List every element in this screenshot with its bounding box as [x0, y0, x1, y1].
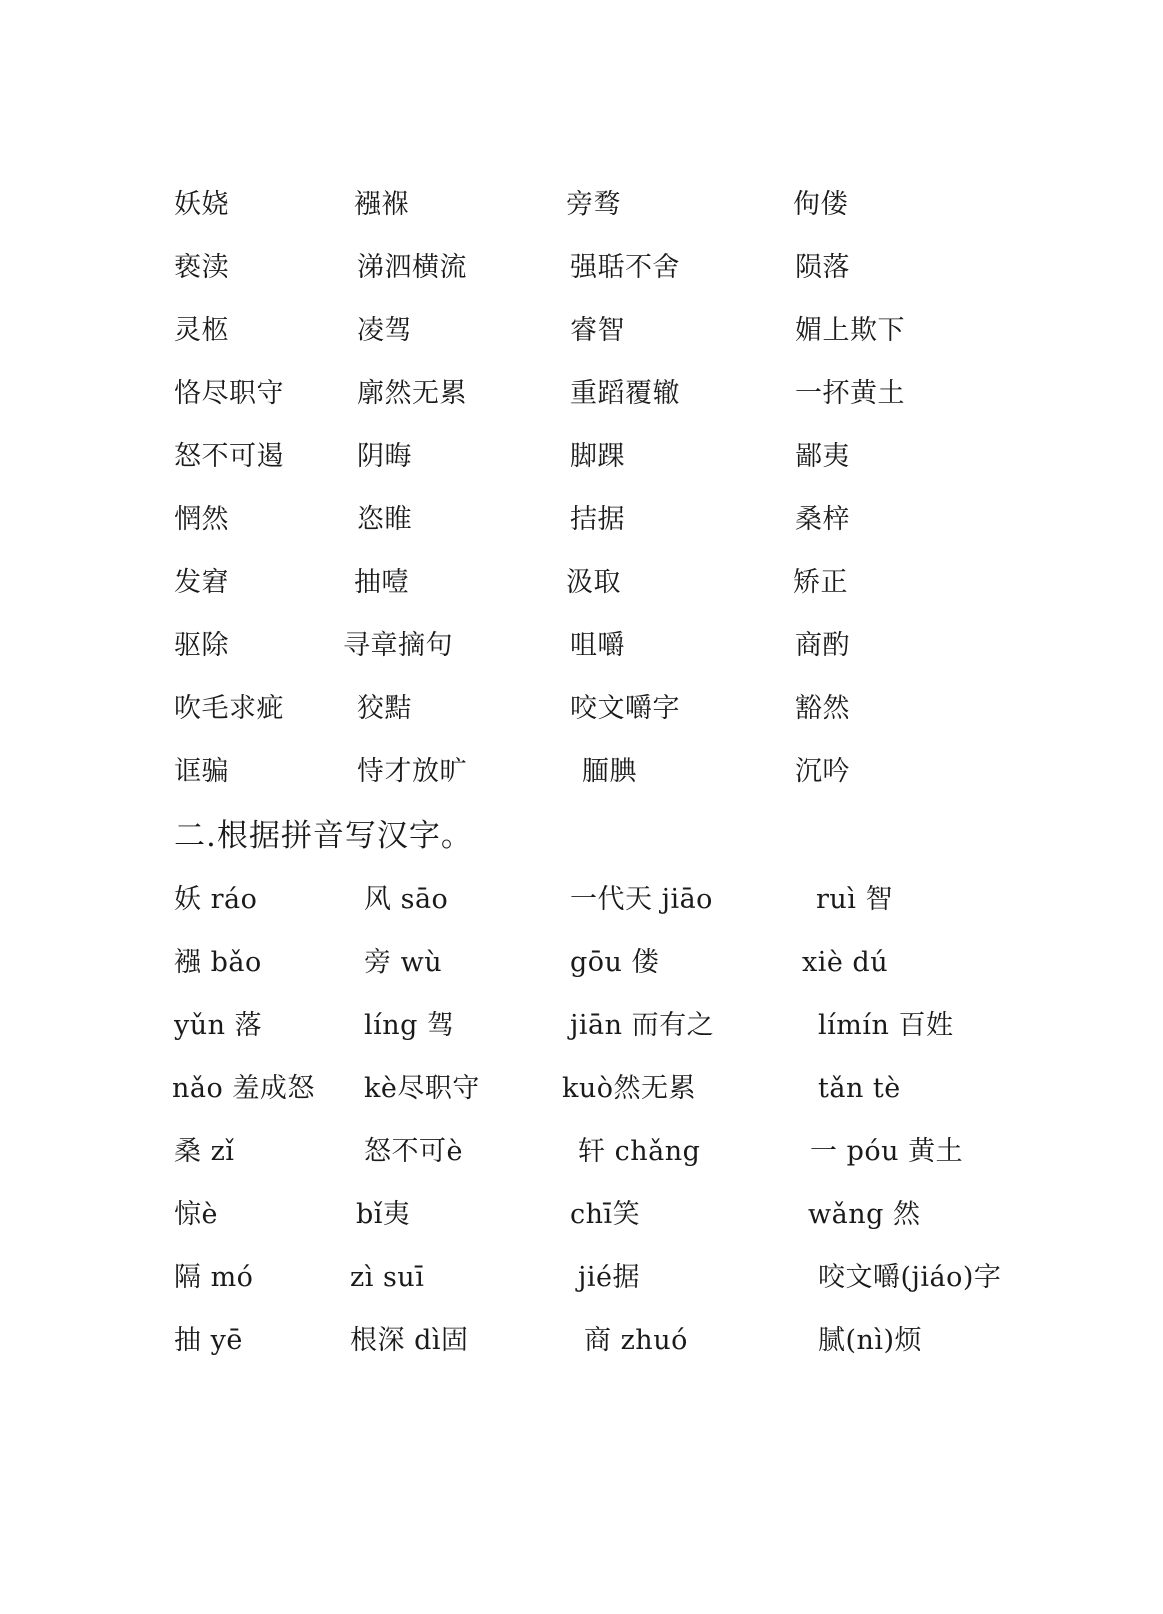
exercise-cell: 轩 chǎng	[578, 1136, 701, 1167]
word-cell: 寻章摘句	[343, 630, 453, 661]
exercise-cell: 一代天 jiāo	[570, 884, 713, 915]
word-cell: 鄙夷	[795, 441, 850, 472]
list-item	[0, 689, 1163, 752]
list-item	[0, 943, 1163, 1006]
exercise-cell: xiè dú	[802, 947, 889, 978]
exercise-cell: jié据	[578, 1262, 640, 1293]
word-cell: 驱除	[174, 630, 229, 661]
list-item	[0, 248, 1163, 311]
exercise-cell: 商 zhuó	[584, 1325, 688, 1356]
section-heading: 二.根据拼音写汉字。	[174, 818, 473, 854]
exercise-cell: gōu 偻	[570, 947, 660, 978]
exercise-cell: kuò然无累	[562, 1073, 697, 1104]
word-cell: 亵渎	[174, 252, 229, 283]
word-cell: 诓骗	[174, 756, 229, 787]
list-item	[0, 1069, 1163, 1132]
word-cell: 凌驾	[357, 315, 412, 346]
list-item	[0, 563, 1163, 626]
word-cell: 发窘	[174, 567, 229, 598]
word-cell: 强聒不舍	[570, 252, 680, 283]
list-item	[0, 1132, 1163, 1195]
word-cell: 涕泗横流	[357, 252, 467, 283]
exercise-cell: kè尽职守	[364, 1073, 480, 1104]
word-cell: 豁然	[795, 693, 850, 724]
word-cell: 吹毛求疵	[174, 693, 284, 724]
exercise-cell: 抽 yē	[174, 1325, 243, 1356]
exercise-cell: chī笑	[570, 1199, 641, 1230]
list-item	[0, 1258, 1163, 1321]
word-cell: 旁骛	[566, 189, 621, 220]
exercise-cell: wǎng 然	[808, 1199, 921, 1230]
word-cell: 恪尽职守	[174, 378, 284, 409]
exercise-cell: 一 póu 黄土	[810, 1136, 964, 1167]
word-cell: 桑梓	[795, 504, 850, 535]
list-item	[0, 1321, 1163, 1384]
pinyin-exercise-list	[0, 880, 1163, 1384]
word-cell: 抽噎	[354, 567, 409, 598]
word-cell: 襁褓	[354, 189, 409, 220]
exercise-cell: 根深 dì固	[350, 1325, 469, 1356]
exercise-cell: 襁 bǎo	[174, 947, 262, 978]
word-cell: 阴晦	[357, 441, 412, 472]
exercise-cell: jiān 而有之	[570, 1010, 715, 1041]
word-cell: 陨落	[795, 252, 850, 283]
word-cell: 腼腆	[582, 756, 637, 787]
exercise-cell: líng 驾	[364, 1010, 455, 1041]
word-cell: 重蹈覆辙	[570, 378, 680, 409]
word-cell: 妖娆	[174, 189, 229, 220]
list-item	[0, 374, 1163, 437]
list-item	[0, 880, 1163, 943]
exercise-cell: 腻(nì)烦	[818, 1325, 923, 1356]
exercise-cell: 咬文嚼(jiáo)字	[818, 1262, 1002, 1293]
exercise-cell: 风 sāo	[364, 884, 449, 915]
exercise-cell: 隔 mó	[174, 1262, 254, 1293]
word-cell: 狡黠	[357, 693, 412, 724]
word-cell: 恣睢	[357, 504, 412, 535]
word-cell: 恃才放旷	[357, 756, 467, 787]
list-item	[0, 752, 1163, 815]
word-cell: 矫正	[793, 567, 848, 598]
list-item	[0, 311, 1163, 374]
exercise-cell: 妖 ráo	[174, 884, 258, 915]
word-cell: 媚上欺下	[795, 315, 905, 346]
word-cell: 睿智	[570, 315, 625, 346]
word-cell: 拮据	[570, 504, 625, 535]
list-item	[0, 626, 1163, 689]
word-cell: 咬文嚼字	[570, 693, 680, 724]
exercise-cell: 旁 wù	[364, 947, 443, 978]
word-cell: 咀嚼	[570, 630, 625, 661]
word-cell: 佝偻	[793, 189, 848, 220]
word-cell: 灵柩	[174, 315, 229, 346]
exercise-cell: bǐ夷	[356, 1199, 411, 1230]
word-cell: 汲取	[566, 567, 621, 598]
exercise-cell: 怒不可è	[364, 1136, 463, 1167]
exercise-cell: yǔn 落	[174, 1010, 263, 1041]
word-cell: 脚踝	[570, 441, 625, 472]
vocabulary-list	[0, 185, 1163, 815]
word-cell: 沉吟	[795, 756, 850, 787]
word-cell: 怒不可遏	[174, 441, 284, 472]
word-cell: 惘然	[174, 504, 229, 535]
exercise-cell: límín 百姓	[818, 1010, 954, 1041]
exercise-cell: tǎn tè	[818, 1073, 901, 1104]
exercise-cell: ruì 智	[816, 884, 894, 915]
exercise-cell: 桑 zǐ	[174, 1136, 235, 1167]
list-item	[0, 1195, 1163, 1258]
list-item	[0, 500, 1163, 563]
word-cell: 一抔黄土	[795, 378, 905, 409]
word-cell: 商酌	[795, 630, 850, 661]
exercise-cell: 惊è	[174, 1199, 218, 1230]
list-item	[0, 1006, 1163, 1069]
list-item	[0, 437, 1163, 500]
exercise-cell: nǎo 羞成怒	[172, 1073, 315, 1104]
word-cell: 廓然无累	[357, 378, 467, 409]
list-item	[0, 185, 1163, 248]
exercise-cell: zì suī	[350, 1262, 425, 1293]
